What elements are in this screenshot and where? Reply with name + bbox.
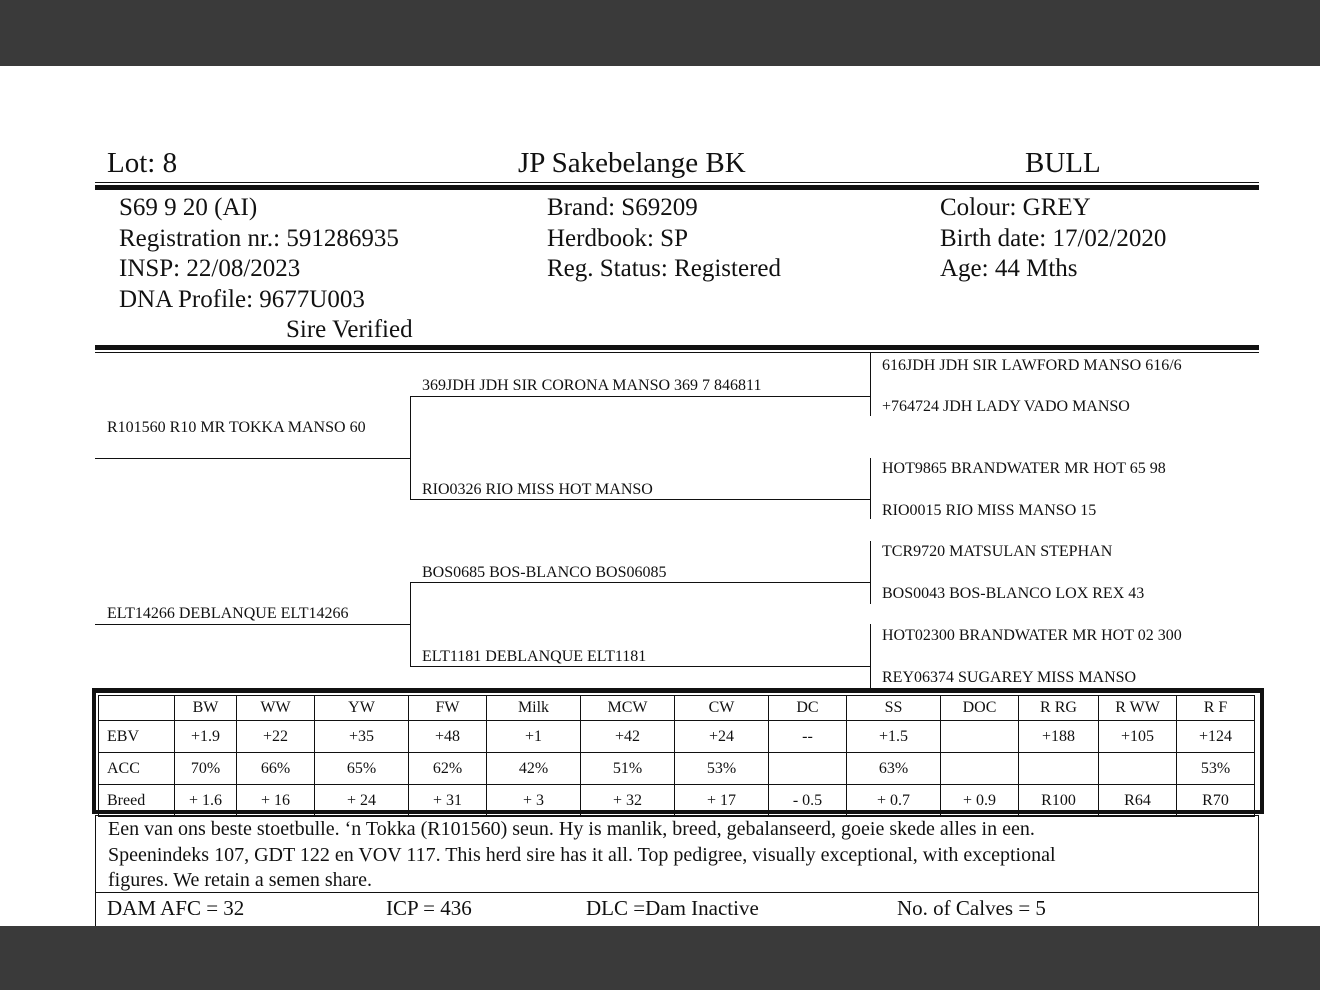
ebv-cell: +24 [675, 721, 769, 753]
ebv-header-cell: YW [315, 696, 409, 721]
ebv-cell: +188 [1019, 721, 1099, 753]
ebv-header-cell: R F [1177, 696, 1255, 721]
ebv-table [98, 695, 1255, 817]
pedigree-ddd: REY06374 SUGAREY MISS MANSO [882, 669, 1137, 686]
pedigree-dam-dam: ELT1181 DEBLANQUE ELT1181 [422, 648, 647, 665]
comment-line: Speenindeks 107, GDT 122 en VOV 117. This herd sire has it all. Top pedigree, visually exceptional, with exceptional [108, 843, 1056, 866]
breed-cell: + 32 [581, 785, 675, 817]
acc-cell: 65% [315, 753, 409, 785]
sire-verified: Sire Verified [286, 316, 413, 343]
header-rule-thin [95, 182, 1259, 183]
comment-line: Een van ons beste stoetbulle. ‘n Tokka (R101560) seun. Hy is manlik, breed, gebalanseerd, goeie skede alles in een. [108, 818, 1035, 840]
dam-line [95, 624, 410, 625]
colour: Colour: GREY [940, 194, 1091, 221]
ebv-cell: +1 [487, 721, 581, 753]
acc-row-label: ACC [99, 753, 175, 785]
acc-cell [769, 753, 847, 785]
ebv-header-cell: R RG [1019, 696, 1099, 721]
sire-bracket [410, 396, 411, 500]
ebv-cell [941, 721, 1019, 753]
ebv-header-row [99, 696, 1255, 721]
acc-cell: 66% [237, 753, 315, 785]
ebv-cell: +35 [315, 721, 409, 753]
acc-cell: 70% [175, 753, 237, 785]
pedigree-sire-sire: 369JDH JDH SIR CORONA MANSO 369 7 846811 [422, 377, 762, 394]
inspection-date: INSP: 22/08/2023 [119, 255, 301, 282]
pedigree-dss: TCR9720 MATSULAN STEPHAN [882, 543, 1113, 560]
acc-cell: 62% [409, 753, 487, 785]
ebv-header-cell: DOC [941, 696, 1019, 721]
seller-name: JP Sakebelange BK [518, 147, 746, 179]
dam-afc: DAM AFC = 32 [107, 896, 245, 920]
breed-cell: - 0.5 [769, 785, 847, 817]
ebv-row-label: EBV [99, 721, 175, 753]
acc-cell: 42% [487, 753, 581, 785]
header-rule-thick [95, 185, 1259, 190]
breed-cell: + 1.6 [175, 785, 237, 817]
ebv-header-cell [99, 696, 175, 721]
info-rule-thick [95, 345, 1259, 350]
breed-cell: + 3 [487, 785, 581, 817]
acc-row [99, 753, 1255, 785]
breed-row [99, 785, 1255, 817]
ebv-header-cell: SS [847, 696, 941, 721]
ebv-cell: +105 [1099, 721, 1177, 753]
ebv-header-cell: DC [769, 696, 847, 721]
ebv-cell: +48 [409, 721, 487, 753]
breed-cell: + 17 [675, 785, 769, 817]
ebv-header-cell: FW [409, 696, 487, 721]
ebv-header-cell: R WW [1099, 696, 1177, 721]
breed-cell: + 16 [237, 785, 315, 817]
ebv-cell: +42 [581, 721, 675, 753]
pedigree-dam: ELT14266 DEBLANQUE ELT14266 [107, 605, 349, 622]
acc-cell [1099, 753, 1177, 785]
top-dark-bar [0, 0, 1320, 66]
pedigree-sss: 616JDH JDH SIR LAWFORD MANSO 616/6 [882, 357, 1182, 374]
comment-line: figures. We retain a semen share. [108, 869, 373, 891]
ebv-header-cell: MCW [581, 696, 675, 721]
brand: Brand: S69209 [547, 194, 698, 221]
number-of-calves: No. of Calves = 5 [897, 896, 1046, 920]
ss-bracket [870, 353, 871, 416]
ebv-cell: +1.5 [847, 721, 941, 753]
pedigree-sds: HOT9865 BRANDWATER MR HOT 65 98 [882, 460, 1166, 477]
acc-cell: 51% [581, 753, 675, 785]
pedigree-sire-dam: RIO0326 RIO MISS HOT MANSO [422, 481, 653, 498]
dlc: DLC =Dam Inactive [586, 896, 759, 920]
ebv-cell: -- [769, 721, 847, 753]
acc-cell [1019, 753, 1099, 785]
ebv-header-cell: BW [175, 696, 237, 721]
breed-cell: + 31 [409, 785, 487, 817]
pedigree-sdd: RIO0015 RIO MISS MANSO 15 [882, 502, 1097, 519]
pedigree-sire: R101560 R10 MR TOKKA MANSO 60 [107, 419, 366, 436]
breed-cell: + 0.7 [847, 785, 941, 817]
pedigree-ssd: +764724 JDH LADY VADO MANSO [882, 398, 1130, 415]
comment-text [108, 817, 1056, 894]
acc-cell: 63% [847, 753, 941, 785]
dam-bracket [410, 582, 411, 667]
sire-line [95, 458, 410, 459]
ebv-header-cell: Milk [487, 696, 581, 721]
herdbook: Herdbook: SP [547, 224, 688, 252]
breed-cell: R64 [1099, 785, 1177, 817]
registration-number: Registration nr.: 591286935 [119, 224, 399, 252]
ss-line [410, 396, 870, 397]
ds-bracket [870, 541, 871, 604]
animal-id: S69 9 20 (AI) [119, 194, 258, 221]
breed-cell: + 24 [315, 785, 409, 817]
breed-cell: R100 [1019, 785, 1099, 817]
pedigree-dam-sire: BOS0685 BOS-BLANCO BOS06085 [422, 564, 667, 581]
dna-profile: DNA Profile: 9677U003 [119, 285, 365, 313]
info-rule-thin [95, 352, 1259, 353]
bottom-dark-bar [0, 926, 1320, 990]
ebv-cell: +1.9 [175, 721, 237, 753]
icp: ICP = 436 [386, 896, 472, 920]
pedigree-dds: HOT02300 BRANDWATER MR HOT 02 300 [882, 627, 1182, 644]
breed-cell: + 0.9 [941, 785, 1019, 817]
age: Age: 44 Mths [940, 255, 1078, 282]
acc-cell: 53% [675, 753, 769, 785]
dd-bracket [870, 624, 871, 688]
animal-type: BULL [1025, 147, 1101, 179]
registration-status: Reg. Status: Registered [547, 255, 781, 282]
breed-row-label: Breed [99, 785, 175, 817]
ebv-cell: +22 [237, 721, 315, 753]
lot-number: Lot: 8 [107, 147, 178, 179]
breed-cell: R70 [1177, 785, 1255, 817]
pedigree-dsd: BOS0043 BOS-BLANCO LOX REX 43 [882, 585, 1145, 602]
ebv-cell: +124 [1177, 721, 1255, 753]
acc-cell: 53% [1177, 753, 1255, 785]
birth-date: Birth date: 17/02/2020 [940, 224, 1167, 252]
ebv-header-cell: WW [237, 696, 315, 721]
ebv-row [99, 721, 1255, 753]
sd-bracket [870, 458, 871, 519]
ebv-header-cell: CW [675, 696, 769, 721]
acc-cell [941, 753, 1019, 785]
